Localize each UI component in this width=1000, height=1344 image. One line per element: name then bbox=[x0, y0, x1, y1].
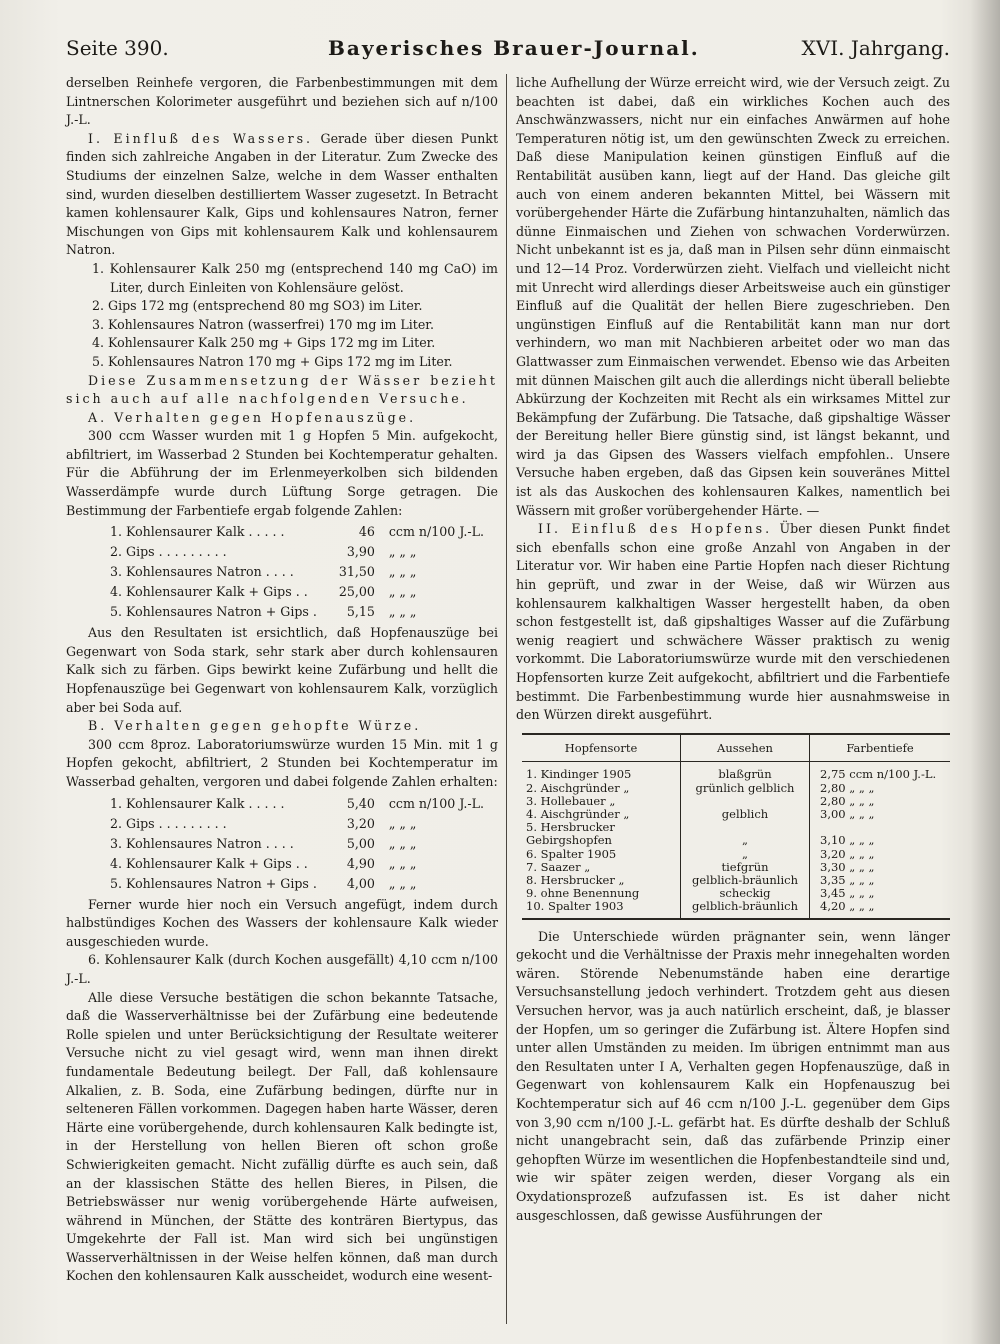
table-cell: 3,45 „ „ „ bbox=[820, 886, 875, 901]
column-divider bbox=[506, 74, 507, 1324]
table-cell: 3,30 „ „ „ bbox=[820, 859, 875, 874]
left-column bbox=[66, 74, 498, 1286]
paragraph: derselben Reinhefe vergoren, die Farbenbestimmungen mit dem Lintnerschen Kolorimeter ausgeführt und beziehen sich auf n/100 J.-L. bbox=[66, 75, 498, 128]
table-cell: 4. Kohlensaurer Kalk + Gips . . bbox=[110, 855, 308, 871]
table-row bbox=[522, 834, 950, 847]
hops-table bbox=[522, 733, 950, 920]
table-cell: „ „ „ bbox=[388, 815, 417, 831]
table-cell: 7. Saazer „ bbox=[522, 861, 681, 874]
table-row bbox=[522, 782, 950, 795]
table-cell: 3. Kohlensaures Natron . . . . bbox=[110, 564, 294, 580]
table-cell: „ „ „ bbox=[388, 604, 417, 620]
table-cell: 2,80 „ „ „ bbox=[820, 793, 875, 808]
table-cell: 3,20 „ „ „ bbox=[820, 846, 875, 861]
table-cell: 3. Kohlensaures Natron . . . . bbox=[110, 835, 294, 851]
table-cell: blaßgrün bbox=[681, 762, 810, 782]
table-cell: 4,00 bbox=[346, 875, 375, 891]
table-cell: 8. Hersbrucker „ bbox=[522, 874, 681, 887]
table-row bbox=[110, 542, 490, 562]
table-row bbox=[110, 794, 490, 814]
table-cell: 1. Kohlensaurer Kalk . . . . . bbox=[110, 795, 285, 811]
table-row bbox=[522, 795, 950, 808]
table-cell: 3,20 bbox=[346, 815, 375, 831]
list-item: 2. Gips 172 mg (entsprechend 80 mg SO3) im Liter. bbox=[92, 298, 423, 314]
table-cell: ccm n/100 J.-L. bbox=[388, 524, 485, 540]
table-row bbox=[522, 762, 950, 782]
table-cell: 5. Kohlensaures Natron + Gips . bbox=[110, 604, 317, 620]
table-cell: „ bbox=[681, 834, 810, 847]
table-cell: 5. Kohlensaures Natron + Gips . bbox=[110, 875, 317, 891]
page-number: Seite 390. bbox=[66, 36, 169, 60]
table-row bbox=[110, 522, 490, 542]
table-cell: 5. Hersbrucker bbox=[522, 821, 681, 834]
table-row bbox=[110, 562, 490, 582]
table-cell: 4,90 bbox=[346, 855, 375, 871]
table-row bbox=[522, 900, 950, 918]
table-cell: gelblich-bräunlich bbox=[681, 900, 810, 918]
list-item: 5. Kohlensaures Natron 170 mg + Gips 172 mg im Liter. bbox=[92, 353, 453, 369]
table-cell: „ bbox=[681, 848, 810, 861]
paragraph: Die Unterschiede würden prägnanter sein, wenn länger gekocht und die Verhältnisse der Praxis mehr innegehalten worden wären. Störende Nebenumstände haben eine derartige Versuchsanstellung jedoch verhindert. Trotzdem geht aus diesen Versuchen hervor, was ja auch natürlich erscheint, daß, je blasser der Hopfen, um so geringer die Zufärbung ist. Ältere Hopfen sind unter allen Umständen zu meiden. Im übrigen entnimmt man aus den Resultaten unter I A, Verhalten gegen Hopfenauszüge, daß in Gegenwart von kohlensaurem Kalk ein Hopfenauszug bei Kochtemperatur sich auf 46 ccm n/100 J.-L. gegenüber dem Gips von 3,90 ccm n/100 J.-L. gefärbt hat. Es dürfte deshalb der Schluß nicht unangebracht sein, daß das zufärbende Prinzip einer gehopften Würze im wesentlichen die Hopfenbestandteile sind und, wie wir später zeigen werden, dieser Vorgang als ein Oxydationsprozeß aufzufassen ist. Es ist daher nicht ausgeschlossen, daß gewisse Ausführungen der bbox=[516, 928, 950, 1223]
column-header: Farbentiefe bbox=[810, 734, 951, 762]
table-cell: 4,20 „ „ „ bbox=[810, 900, 951, 918]
table-cell: 4. Aischgründer „ bbox=[522, 808, 681, 821]
paragraph: Aus den Resultaten ist ersichtlich, daß Hopfenauszüge bei Gegenwart von Soda stark, sehr stark aber durch kohlensauren Kalk sich zu färben. Gips bewirkt keine Zufärbung und hellt die Hopfenauszüge bei Gegenwart von kohlensaurem Kalk, vorzüglich aber bei Soda auf. bbox=[66, 625, 498, 715]
paragraph: liche Aufhellung der Würze erreicht wird, wie der Versuch zeigt. Zu beachten ist dabei, daß ein wirkliches Kochen auch des Anschwänzwassers, nicht nur ein einfaches Anwärmen auf hohe Temperaturen nötig ist, um den gewünschten Zweck zu erreichen. Daß diese Manipulation keinen günstigen Einfluß auf die Rentabilität ausüben kann, liegt auf der Hand. Das gleiche gilt auch von einem anderen bekannten Mittel, bei Wässern mit vorübergehender Härte die Zufärbung hintanzuhalten, nämlich das dünne Einmaischen und Ziehen von schwachen Vorderwürzen. Nicht unbekannt ist es ja, daß man in Pilsen sehr dünn einmaischt und 12—14 Proz. Vorderwürzen zieht. Vielfach und vielleicht nicht mit Unrecht wird allerdings dieser Arbeitsweise auch ein günstiger Einfluß auf die Qualität der hellen Biere zugeschrieben. Den ungünstigen Einfluß auf die Rentabilität kann man nur dort verhindern, wo man mit Nachbieren arbeitet oder wo man das Glattwasser zum Einmaischen verwendet. Ebenso wie das Arbeiten mit dünnen Maischen gilt auch die allerdings nicht überall beliebte Abkürzung der Kochzeiten mit Recht als ein wirksames Mittel zur Bekämpfung der Zufärbung. Die Tatsache, daß gipshaltige Wässer der Bereitung heller Biere günstig sind, ist längst bekannt, und wird ja das Gipsen des Wassers vielfach empfohlen.. Unsere Versuche haben ergeben, daß das Gipsen kein souveränes Mittel ist als das Auskochen des kohlensauren Kalkes, namentlich bei Wässern mit großer vorübergehender Härte. — bbox=[516, 75, 950, 518]
table-cell: „ „ „ bbox=[388, 835, 417, 851]
table-cell: gelblich-bräunlich bbox=[681, 874, 810, 887]
paragraph: II. Einfluß des Hopfens. Über diesen Punkt findet sich ebenfalls schon eine große Anzahl von Angaben in der Literatur vor. Wir haben eine Partie Hopfen nach dieser Richtung hin geprüft, und zwar in der Weise, daß wir Würzen aus kohlensaurem kalkhaltigen Wasser hergestellt haben, da oben schon festgestellt ist, daß gipshaltiges Wasser auf die Zufärbung wenig reagiert und schwächere Wässer praktisch zu wenig vorkommt. Die Laboratoriumswürze wurde mit den verschiedenen Hopfensorten kurze Zeit aufgekocht, abfiltriert und die Farbentiefe bestimmt. Die Farbenbestimmung wurde hier ausnahmsweise in den Würzen direkt ausgeführt. bbox=[516, 521, 950, 723]
table-row bbox=[110, 602, 490, 622]
paragraph: Alle diese Versuche bestätigen die schon bekannte Tatsache, daß die Wasserverhältnisse bei der Zufärbung eine bedeutende Rolle spielen und unter Berücksichtigung der Resultate weiterer Versuche nicht zu viel gesagt wird, wenn man ihnen direkt fundamentale Bedeutung beilegt. Der Fall, daß kohlensaure Alkalien, z. B. Soda, eine Zufärbung bedingen, dürfte nur in selteneren Fällen vorkommen. Dagegen haben harte Wässer, deren Härte eine vorübergehende, durch kohlensauren Kalk bedingte ist, in der Herstellung von hellen Bieren oft schon große Schwierigkeiten gemacht. Nicht zufällig dürfte es auch sein, daß an der klassischen Stätte des hellen Bieres, in Pilsen, die Betriebswässer nur wenig vorübergehende Härte aufweisen, während in München, der Stätte des konträren Biertypus, das Umgekehrte der Fall ist. Man wird sich bei ungünstigen Wasserverhältnissen in der Weise helfen können, daß man durch Kochen den kohlensauren Kalk ausscheidet, wodurch eine wesent- bbox=[66, 989, 498, 1284]
section-heading: II. Einfluß des Hopfens. bbox=[538, 521, 773, 537]
table-cell: „ „ „ bbox=[388, 584, 417, 600]
table-cell: gelblich bbox=[681, 808, 810, 821]
paragraph: 300 ccm 8proz. Laboratoriumswürze wurden 15 Min. mit 1 g Hopfen gekocht, abfiltriert, 2 Stunden bei Kochtemperatur im Wasserbad gehalten, vergoren und dabei folgende Zahlen erhalten: bbox=[66, 736, 498, 789]
list-item: 4. Kohlensaurer Kalk 250 mg + Gips 172 mg im Liter. bbox=[92, 335, 436, 351]
table-cell: 1. Kindinger 1905 bbox=[522, 762, 681, 782]
table-cell: 3,00 „ „ „ bbox=[820, 806, 875, 821]
table-row bbox=[522, 848, 950, 861]
list-item: 3. Kohlensaures Natron (wasserfrei) 170 mg im Liter. bbox=[92, 316, 434, 332]
table-cell: 3,35 „ „ „ bbox=[820, 873, 875, 887]
table-cell: 5,15 bbox=[346, 604, 375, 620]
table-cell: 3,90 bbox=[346, 544, 375, 560]
section-heading: I. Einfluß des Wassers. bbox=[88, 130, 314, 146]
page-edge-shadow bbox=[970, 0, 1000, 1344]
table-cell bbox=[681, 795, 810, 808]
table-cell: 2,80 „ „ „ bbox=[820, 780, 875, 795]
volume-label: XVI. Jahrgang. bbox=[801, 36, 950, 60]
table-cell: grünlich gelblich bbox=[681, 782, 810, 795]
table-cell: 9. ohne Benennung bbox=[522, 887, 681, 900]
table-cell: „ „ „ bbox=[388, 855, 417, 871]
column-header: Hopfensorte bbox=[522, 734, 681, 762]
right-column bbox=[516, 74, 950, 1225]
table-cell: 2. Gips . . . . . . . . . bbox=[110, 815, 227, 831]
paragraph: 6. Kohlensaurer Kalk (durch Kochen ausgefällt) 4,10 ccm n/100 J.-L. bbox=[66, 952, 498, 986]
table-cell: 2. Gips . . . . . . . . . bbox=[110, 544, 227, 560]
table-cell: 31,50 bbox=[338, 564, 375, 580]
table-cell: 5,00 bbox=[346, 835, 375, 851]
table-cell: „ „ „ bbox=[388, 544, 417, 560]
paragraph: Ferner wurde hier noch ein Versuch angefügt, indem durch halbstündiges Kochen des Wassers der kohlensaure Kalk wieder ausgeschieden wurde. bbox=[66, 896, 498, 949]
table-cell: 3. Hollebauer „ bbox=[522, 795, 681, 808]
page-header bbox=[66, 30, 950, 66]
table-cell: 5,40 bbox=[346, 795, 375, 811]
table-cell: 1. Kohlensaurer Kalk . . . . . bbox=[110, 524, 285, 540]
table-cell: „ „ „ bbox=[388, 875, 417, 891]
table-cell: „ „ „ bbox=[388, 564, 417, 580]
table-row bbox=[110, 582, 490, 602]
table-cell: scheckig bbox=[681, 887, 810, 900]
results-table-a bbox=[110, 522, 490, 622]
table-row bbox=[110, 874, 490, 894]
subsection-heading: B. Verhalten gegen gehopfte Würze. bbox=[88, 718, 422, 734]
table-cell: 4. Kohlensaurer Kalk + Gips . . bbox=[110, 584, 308, 600]
table-cell: 46 bbox=[358, 524, 375, 540]
paragraph: 300 ccm Wasser wurden mit 1 g Hopfen 5 Min. aufgekocht, abfiltriert, im Wasserbad 2 Stunden bei Kochtemperatur gehalten. Für die Abführung der im Erlenmeyerkolben sich bildenden Wasserdämpfe wurde durch Lüftung Sorge getragen. Die Bestimmung der Farbentiefe ergab folgende Zahlen: bbox=[66, 428, 498, 518]
subsection-heading: A. Verhalten gegen Hopfenauszüge. bbox=[88, 409, 417, 425]
paragraph: Diese Zusammensetzung der Wässer bezieht sich auch auf alle nachfolgenden Versuche. bbox=[66, 372, 498, 407]
table-row bbox=[110, 814, 490, 834]
paragraph: I. Einfluß des Wassers. Gerade über diesen Punkt finden sich zahlreiche Angaben in der Literatur. Zum Zwecke des Studiums der einzelnen Salze, welche in dem Wasser enthalten sind, wurden dieselben destilliertem Wasser zugesetzt. In Betracht kamen kohlensaurer Kalk, Gips und kohlensaures Natron, ferner Mischungen von Gips mit kohlensaurem Kalk und kohlensaurem Natron. bbox=[66, 130, 499, 258]
column-header: Aussehen bbox=[681, 734, 810, 762]
table-row bbox=[110, 834, 490, 854]
journal-title: Bayerisches Brauer-Journal. bbox=[328, 36, 700, 60]
table-cell: 25,00 bbox=[338, 584, 375, 600]
table-cell: 3,10 „ „ „ bbox=[820, 833, 875, 848]
table-cell: 6. Spalter 1905 bbox=[522, 848, 681, 861]
table-cell: 2,75 ccm n/100 J.-L. bbox=[820, 767, 937, 782]
table-cell: 10. Spalter 1903 bbox=[522, 900, 681, 918]
list-item: 1. Kohlensaurer Kalk 250 mg (entsprechend 140 mg CaO) im Liter, durch Einleiten von Kohlensäure gelöst. bbox=[92, 260, 498, 295]
results-table-b bbox=[110, 794, 490, 894]
table-cell: ccm n/100 J.-L. bbox=[388, 795, 485, 811]
table-row bbox=[110, 854, 490, 874]
table-cell: Gebirgshopfen bbox=[522, 834, 681, 847]
table-header-row bbox=[522, 734, 950, 762]
table-cell: 2. Aischgründer „ bbox=[522, 782, 681, 795]
table-cell: tiefgrün bbox=[681, 861, 810, 874]
